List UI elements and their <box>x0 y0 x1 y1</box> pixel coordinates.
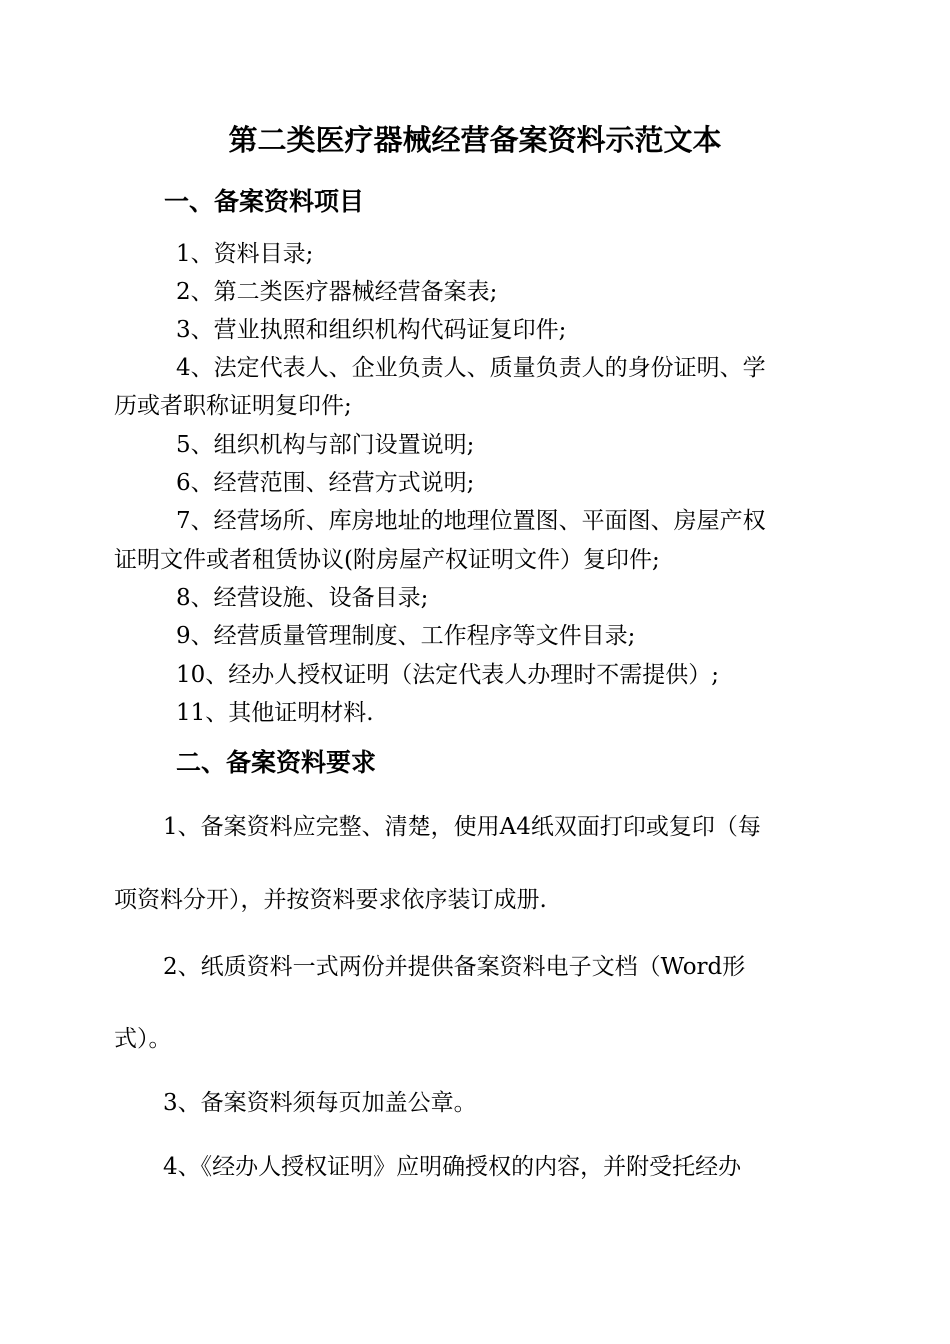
requirement-line: 1、备案资料应完整、清楚，使用A4纸双面打印或复印（每 <box>163 814 761 840</box>
item-line: 3、营业执照和组织机构代码证复印件; <box>176 317 567 343</box>
requirement-line: 2、纸质资料一式两份并提供备案资料电子文档（Word形 <box>163 954 746 980</box>
section-heading-items: 一、备案资料项目 <box>164 187 365 216</box>
requirement-line: 3、备案资料须每页加盖公章。 <box>163 1090 477 1116</box>
item-line: 4、法定代表人、企业负责人、质量负责人的身份证明、学 <box>176 355 766 381</box>
item-line: 11、其他证明材料. <box>176 700 374 726</box>
item-line: 1、资料目录; <box>176 241 314 267</box>
item-line: 9、经营质量管理制度、工作程序等文件目录; <box>176 623 636 649</box>
item-line: 8、经营设施、设备目录; <box>176 585 429 611</box>
item-line-continuation: 历或者职称证明复印件; <box>114 393 352 419</box>
document-title: 第二类医疗器械经营备案资料示范文本 <box>228 123 722 157</box>
item-line: 5、组织机构与部门设置说明; <box>176 432 475 458</box>
item-line: 6、经营范围、经营方式说明; <box>176 470 475 496</box>
requirement-line: 4、《经办人授权证明》应明确授权的内容，并附受托经办 <box>163 1154 742 1180</box>
item-line: 2、第二类医疗器械经营备案表; <box>176 279 498 305</box>
section-heading-requirements: 二、备案资料要求 <box>176 748 377 777</box>
requirement-line-continuation: 项资料分开），并按资料要求依序装订成册. <box>114 887 547 913</box>
item-line-continuation: 证明文件或者租赁协议(附房屋产权证明文件）复印件; <box>114 547 660 573</box>
item-line: 10、经办人授权证明（法定代表人办理时不需提供）; <box>176 662 720 688</box>
item-line: 7、经营场所、库房地址的地理位置图、平面图、房屋产权 <box>176 508 766 534</box>
requirement-line-continuation: 式）。 <box>114 1026 172 1052</box>
